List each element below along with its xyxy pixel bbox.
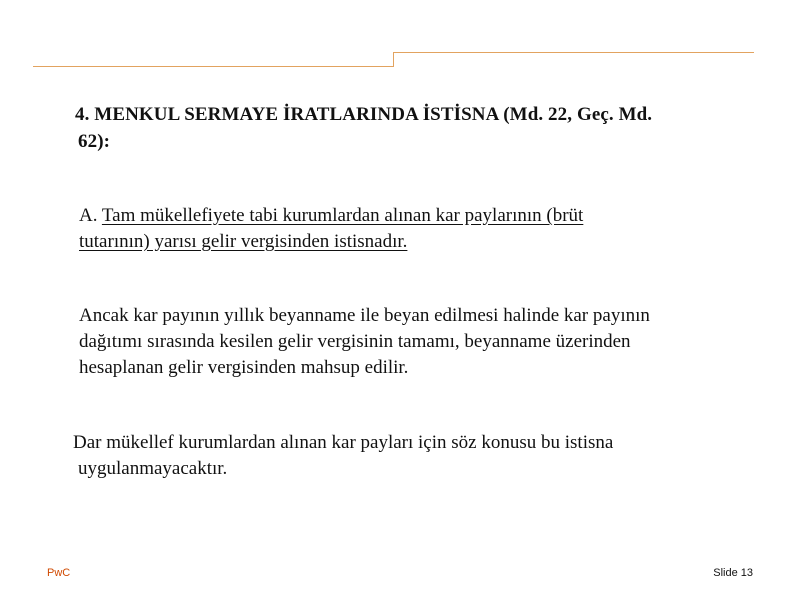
paragraph-b (79, 303, 650, 381)
header-rule-right (393, 52, 754, 53)
paragraph-c (73, 430, 613, 482)
paragraph-b-line-3: hesaplanan gelir vergisinden mahsup edilir. (79, 357, 409, 378)
header-rule-step (393, 52, 394, 67)
paragraph-b-line-2: dağıtımı sırasında kesilen gelir vergisinin tamamı, beyanname üzerinden (79, 331, 631, 352)
footer-brand: PwC (47, 567, 71, 579)
slide-heading-line-2: 62): (78, 131, 111, 152)
paragraph-c-line-2: uygulanmayacaktır. (78, 458, 228, 479)
paragraph-a (79, 203, 583, 255)
paragraph-a-line-2: tutarının) yarısı gelir vergisinden istisnadır. (79, 231, 408, 252)
paragraph-a-line-1: Tam mükellefiyete tabi kurumlardan alınan kar paylarının (brüt (101, 205, 584, 226)
slide-heading-line-1: 4. MENKUL SERMAYE İRATLARINDA İSTİSNA (Md. 22, Geç. Md. (75, 104, 653, 125)
footer-slide-number: Slide 13 (713, 567, 753, 579)
paragraph-a-prefix: A. (79, 205, 98, 226)
paragraph-c-line-1: Dar mükellef kurumlardan alınan kar payları için söz konusu bu istisna (73, 432, 614, 453)
header-rule-left (33, 66, 394, 67)
slide-heading (75, 101, 755, 155)
paragraph-b-line-1: Ancak kar payının yıllık beyanname ile beyan edilmesi halinde kar payının (79, 305, 650, 326)
